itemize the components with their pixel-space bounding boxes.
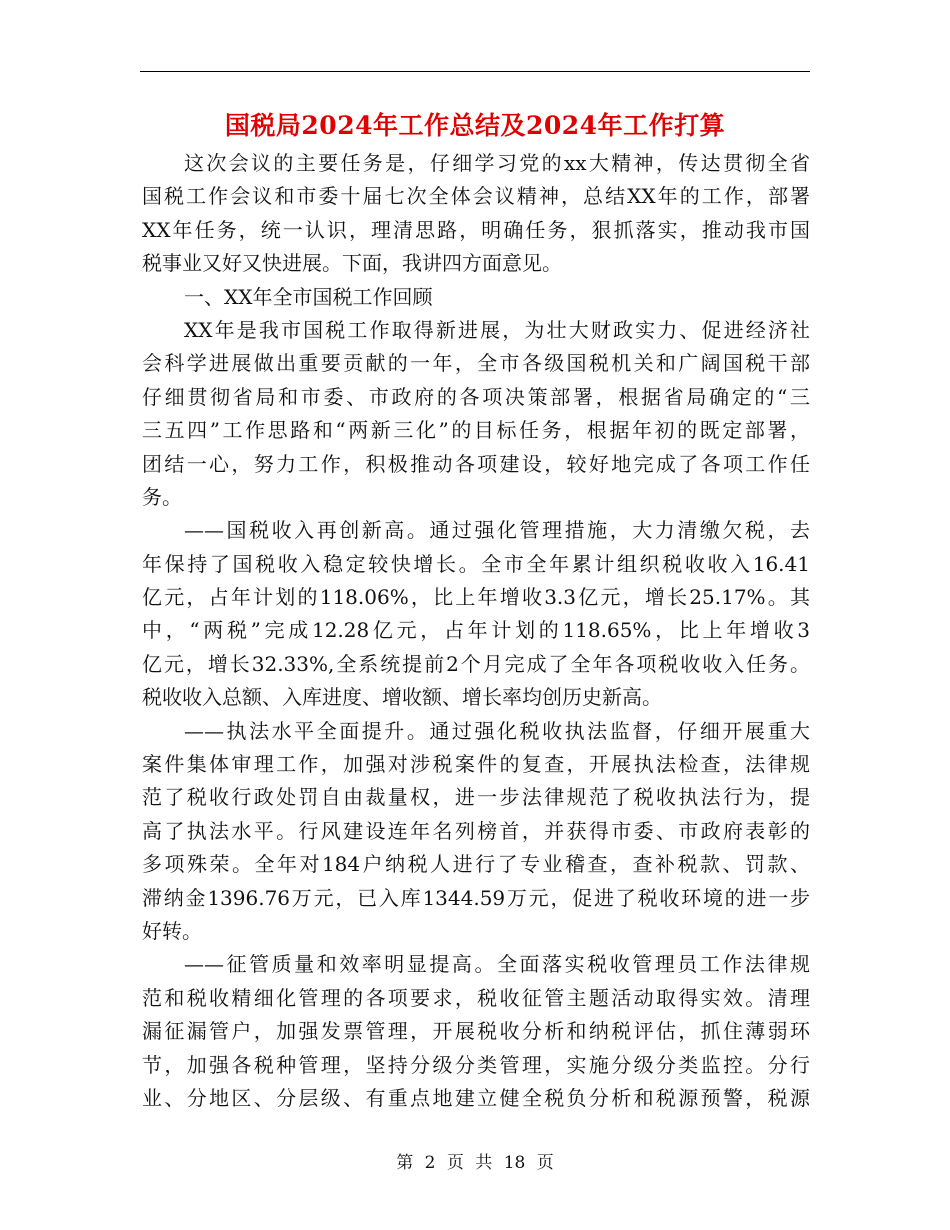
body-line: 这次会议的主要任务是，仔细学习党的xx大精神，传达贯彻全省	[184, 151, 810, 175]
body-line: 一、XX年全市国税工作回顾	[184, 284, 433, 309]
body-line: 多项殊荣。全年对184户纳税人进行了专业稽查，查补税款、罚款、	[142, 852, 810, 877]
body-line: 税事业又好又快进展。下面，我讲四方面意见。	[142, 251, 562, 276]
body-line: ——国税收入再创新高。通过强化管理措施，大力清缴欠税，去	[184, 518, 810, 543]
body-line: 三五四”工作思路和“两新三化”的目标任务，根据年初的既定部署，	[142, 418, 810, 443]
body-line: 案件集体审理工作，加强对涉税案件的复查，开展执法检查，法律规	[142, 752, 810, 777]
body-line: 漏征漏管户，加强发票管理，开展税收分析和纳税评估，抓住薄弱环	[142, 1019, 810, 1044]
body-line: 滞纳金1396.76万元，已入库1344.59万元，促进了税收环境的进一步	[142, 885, 810, 910]
body-line: 节，加强各税种管理，坚持分级分类管理，实施分级分类监控。分行	[142, 1052, 810, 1077]
body-line: 范了税收行政处罚自由裁量权，进一步法律规范了税收执法行为，提	[142, 785, 810, 810]
body-line: 好转。	[142, 918, 202, 943]
body-line: 仔细贯彻省局和市委、市政府的各项决策部署，根据省局确定的“三	[142, 384, 810, 409]
body-line: 亿元，增长32.33%,全系统提前2个月完成了全年各项税收收入任务。	[142, 651, 810, 676]
body-line: 会科学进展做出重要贡献的一年，全市各级国税机关和广阔国税干部	[142, 351, 810, 376]
body-line: 税收收入总额、入库进度、增收额、增长率均创历史新高。	[142, 685, 662, 710]
body-line: ——征管质量和效率明显提高。全面落实税收管理员工作法律规	[184, 952, 810, 977]
page-number: 第 2 页 共 18 页	[396, 1153, 554, 1173]
body-line: XX年是我市国税工作取得新进展，为壮大财政实力、促进经济社	[184, 317, 810, 342]
body-line: 年保持了国税收入稳定较快增长。全市全年累计组织税收收入16.41	[142, 551, 810, 576]
body-line: XX年任务，统一认识，理清思路，明确任务，狠抓落实，推动我市国	[142, 217, 810, 242]
body-line: 团结一心，努力工作，积极推动各项建设，较好地完成了各项工作任	[142, 451, 810, 476]
body-line: 业、分地区、分层级、有重点地建立健全税负分析和税源预警，税源	[142, 1085, 810, 1110]
document-title: 国税局2024年工作总结及2024年工作打算	[224, 111, 726, 140]
body-line: 中，“两税”完成12.28亿元，占年计划的118.65%，比上年增收3	[142, 618, 810, 643]
document-body	[142, 147, 810, 1115]
body-line: 务。	[142, 484, 182, 509]
body-line: 高了执法水平。行风建设连年名列榜首，并获得市委、市政府表彰的	[142, 818, 810, 843]
body-line: ——执法水平全面提升。通过强化税收执法监督，仔细开展重大	[184, 718, 810, 743]
body-line: 国税工作会议和市委十届七次全体会议精神，总结XX年的工作，部署	[142, 184, 810, 209]
header-rule	[140, 71, 810, 72]
body-line: 亿元，占年计划的118.06%，比上年增收3.3亿元，增长25.17%。其	[142, 585, 810, 610]
body-line: 范和税收精细化管理的各项要求，税收征管主题活动取得实效。清理	[142, 985, 810, 1010]
